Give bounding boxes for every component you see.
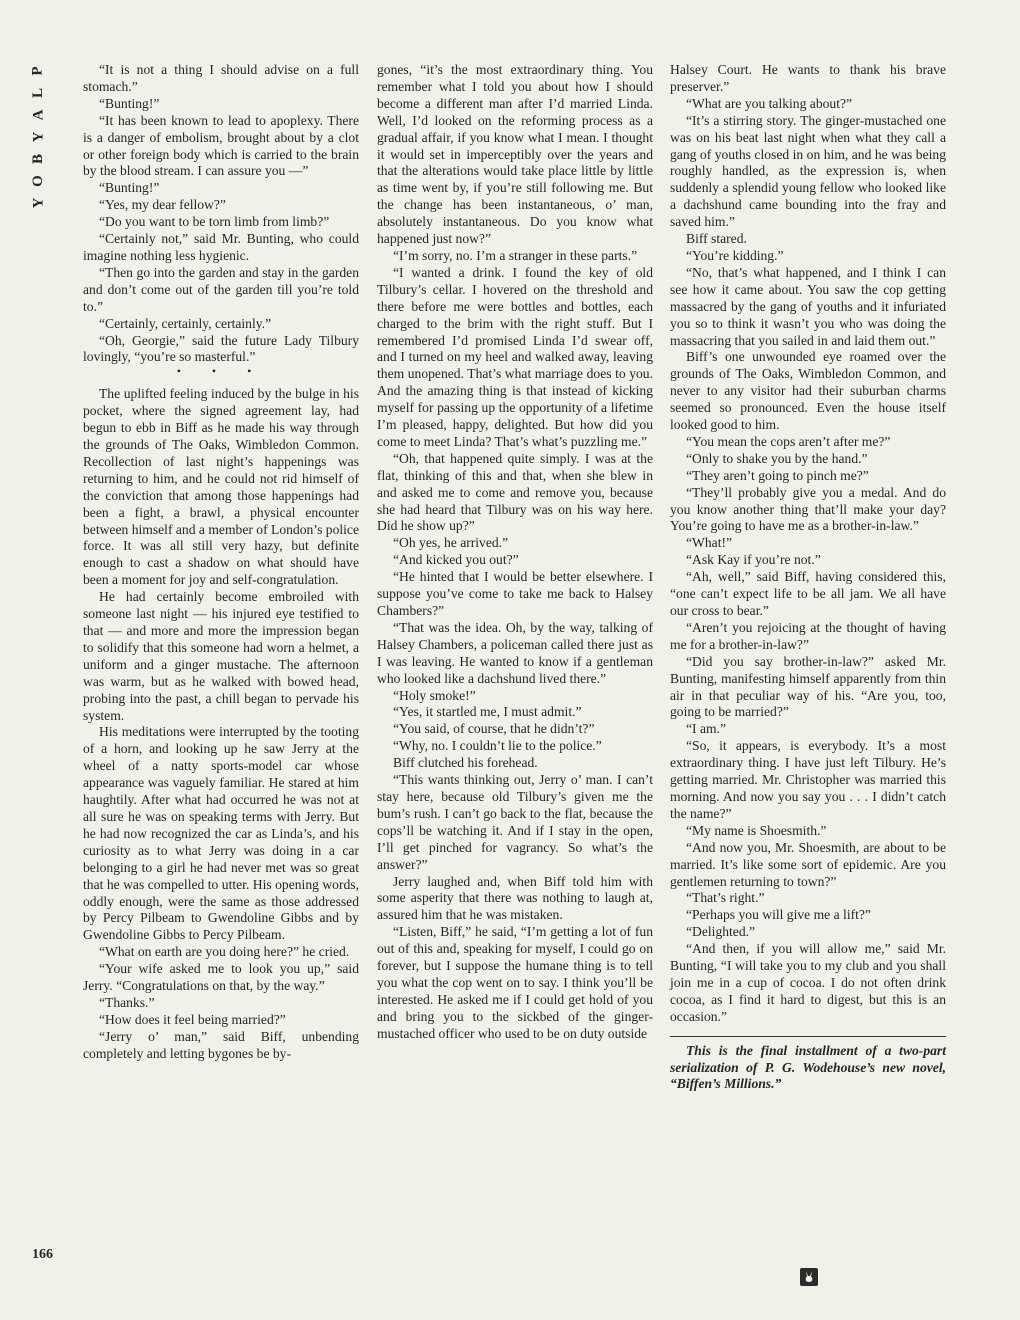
paragraph: “That’s right.”	[686, 890, 765, 906]
text-column-2	[377, 62, 653, 1043]
paragraph: “Thanks.”	[99, 994, 155, 1010]
text-column-1	[83, 62, 359, 1063]
paragraph: “Then go into the garden and stay in the garden and don’t come out of the garden till you’re told to.”	[83, 264, 359, 314]
paragraph: “It’s a stirring story. The ginger-mustached one was on his beat last night when what they call a gang of youths closed in on him, and he was being roughly handled, as the expression is, when suddenly a splendid young fellow who looked like a dachshund came bounding into the fray and saved him.”	[670, 112, 946, 230]
page-number: 166	[32, 1247, 53, 1262]
running-head	[26, 60, 50, 214]
paragraph: “They’ll probably give you a medal. And do you know another thing that’ll make your day? You’re going to have me as a brother-in-law.”	[670, 484, 946, 534]
paragraph: He had certainly become embroiled with someone last night — his injured eye testified to that — and more and more the impression began to solidify that this someone had worn a helmet, a uniform and a ginger mustache. The afternoon was warm, but as he walked with bowed head, probing into the past, a chill began to pervade his system.	[83, 589, 359, 723]
running-head-letter: Y	[30, 197, 46, 209]
paragraph: “He hinted that I would be better elsewhere. I suppose you’ve come to take me back to Halsey Chambers?”	[377, 569, 653, 618]
paragraph: Halsey Court. He wants to thank his brave preserver.”	[670, 62, 946, 94]
paragraph: “What!”	[686, 535, 733, 551]
paragraph: “It has been known to lead to apoplexy. There is a danger of embolism, brought about by a clot or other foreign body which is carried to the brain by the blood stream. I can assure you —”	[83, 112, 359, 179]
paragraph: “Listen, Biff,” he said, “I’m getting a lot of fun out of this and, speaking for myself, I could go on forever, but I suppose the humane thing is to tell you what the cop went on to say. I think you’ll be interested. He asked me if I could get hold of you and bring you to the sickbed of the ginger-mustached officer who used to be on duty outside	[377, 924, 653, 1041]
paragraph: “I wanted a drink. I found the key of old Tilbury’s cellar. I hovered on the threshold and there before me were bottles and bottles, each charged to the brim with the right stuff. But I remembered I’d promised Linda I’d swear off, and I turned on my heel and walked away, leaving them unopened. That’s what marriage does to you. And the amazing thing is that instead of kicking myself for passing up the opportunity of a lifetime I’m pleased, happy, delighted. But how did you come to meet Linda? That’s what’s puzzling me.”	[377, 264, 653, 449]
paragraph: “Ah, well,” said Biff, having considered this, “one can’t expect life to be all jam. We all have our cross to bear.”	[670, 569, 946, 618]
paragraph: “This wants thinking out, Jerry o’ man. I can’t stay here, because old Tilbury’s given me the bum’s rush. I can’t go back to the flat, because the cops’ll be watching it. And if I stay in the open, I’ll get pinched for vagrancy. So what’s the answer?”	[377, 772, 653, 872]
paragraph: “Holy smoke!”	[393, 687, 476, 703]
paragraph: “You mean the cops aren’t after me?”	[686, 433, 891, 449]
paragraph: “Certainly, certainly, certainly.”	[99, 315, 272, 331]
paragraph: “Why, no. I couldn’t lie to the police.”	[393, 738, 602, 754]
running-head-letter: B	[29, 153, 46, 165]
paragraph: “Bunting!”	[99, 95, 160, 111]
paragraph: “Only to shake you by the hand.”	[686, 450, 868, 466]
paragraph: “No, that’s what happened, and I think I can see how it came about. You saw the cop getting massacred by the gang of youths and it infuriated you so to think it wasn’t you who was doing the massacring that you sailed in and laid them out.”	[670, 264, 946, 348]
paragraph: “Oh, that happened quite simply. I was at the flat, thinking of this and that, when she blew in and asked me to come and remove you, because she had heard that Tilbury was on his way here. Did he show up?”	[377, 450, 653, 534]
paragraph: gones, “it’s the most extraordinary thing. You remember what I told you about how I should become a different man after I’d married Linda. Well, I’d looked on the reforming process as a gradual affair, if you know what I mean. I thought it would set in imperceptibly over the years and that the alterations would take place little by little as time went by, if you’re still following me. But the change has been instantaneous, o’ man, absolutely instantaneous. Do you know what happened just now?”	[377, 62, 653, 247]
paragraph: “Bunting!”	[99, 180, 160, 196]
paragraph: “I’m sorry, no. I’m a stranger in these parts.”	[393, 247, 638, 263]
paragraph: “So, it appears, is everybody. It’s a most extraordinary thing. I have just left Tilbury. He’s getting married. Mr. Christopher was married this morning. And now you say you . . . I didn’t catch the name?”	[670, 738, 946, 821]
running-head-letter: P	[29, 66, 46, 76]
serialization-note: This is the final installment of a two-part serialization of P. G. Wodehouse’s new novel, “Biffen’s Millions.”	[670, 1042, 946, 1092]
paragraph: Biff’s one unwounded eye roamed over the grounds of The Oaks, Wimbledon Common, and never to any visitor had their suburban charms seemed so pronounced. Even the house itself looked good to him.	[670, 349, 946, 433]
running-head-letter: A	[30, 109, 46, 121]
paragraph: “Certainly not,” said Mr. Bunting, who could imagine nothing less hygienic.	[83, 231, 359, 263]
paragraph: “Delighted.”	[686, 924, 756, 940]
paragraph: “And now you, Mr. Shoesmith, are about to be married. It’s like some sort of epidemic. Are you gentlemen returning to town?”	[670, 839, 946, 889]
paragraph: “Did you say brother-in-law?” asked Mr. Bunting, manifesting himself apparently from thin air in that peculiar way of his. “Are you, too, going to be married?”	[670, 653, 946, 720]
paragraph: Jerry laughed and, when Biff told him with some asperity that there was nothing to laugh at, assured him that he was mistaken.	[377, 873, 653, 923]
running-head-letter: Y	[30, 131, 46, 143]
paragraph: “You’re kidding.”	[686, 247, 784, 263]
paragraph: “What on earth are you doing here?” he cried.	[99, 944, 350, 960]
paragraph: “My name is Shoesmith.”	[686, 822, 827, 838]
running-head-letter: O	[29, 175, 46, 187]
paragraph: “Your wife asked me to look you up,” said Jerry. “Congratulations on that, by the way.”	[83, 961, 359, 994]
text-column-3	[670, 62, 946, 1093]
paragraph: “What are you talking about?”	[686, 95, 853, 111]
paragraph: “Oh yes, he arrived.”	[393, 535, 509, 551]
paragraph: Biff stared.	[686, 231, 747, 247]
paragraph: “That was the idea. Oh, by the way, talking of Halsey Chambers, a policeman called there just as I was leaving. He wanted to know if a gentleman who looked like a dachshund lived there.”	[377, 619, 653, 686]
divider-rule	[670, 1036, 946, 1037]
paragraph: “Yes, my dear fellow?”	[99, 197, 226, 213]
section-break-ornament: • • •	[176, 364, 266, 379]
paragraph: “Perhaps you will give me a lift?”	[686, 907, 871, 923]
paragraph: “And then, if you will allow me,” said Mr. Bunting, “I will take you to my club and you shall join me in a cup of cocoa. I do not often drink cocoa, as I find it hard to digest, but this is an occasion.”	[670, 941, 946, 1024]
paragraph: “They aren’t going to pinch me?”	[686, 467, 869, 483]
paragraph: “Oh, Georgie,” said the future Lady Tilbury lovingly, “you’re so masterful.”	[83, 332, 359, 365]
paragraph: The uplifted feeling induced by the bulge in his pocket, where the signed agreement lay, had begun to ebb in Biff as he made his way through the grounds of The Oaks, Wimbledon Common. Recollection of last night’s happenings was returning to him, and he could not rid himself of the conviction that among those happenings had been a fight, a brawl, a physical encounter between himself and a member of London’s police force. It was all still very hazy, but definite enough to cast a shadow on what should have been a moment for joy and self-congratulation.	[83, 386, 359, 588]
running-head-letter: L	[29, 87, 46, 99]
paragraph: “Aren’t you rejoicing at the thought of having me for a brother-in-law?”	[670, 619, 946, 652]
paragraph: “It is not a thing I should advise on a full stomach.”	[83, 62, 359, 94]
paragraph: “Yes, it startled me, I must admit.”	[393, 704, 582, 720]
paragraph: His meditations were interrupted by the tooting of a horn, and looking up he saw Jerry at the wheel of a natty sports-model car whose appearance was vaguely familiar. He stared at him haughtily. After what had occurred he was not at all sure he was on speaking terms with Jerry. But he had now recognized the car as Linda’s, and his curiosity as to what Jerry was doing in a car belonging to a girl he had never met was so great that he was compelled to utter. His opening words, oddly enough, were the same as those addressed by Percy Pilbeam to Gwendoline Gibbs and by Gwendoline Gibbs to Percy Pilbeam.	[83, 724, 359, 943]
paragraph: “I am.”	[686, 721, 726, 737]
rabbit-head-icon	[800, 1268, 818, 1286]
paragraph: Biff clutched his forehead.	[393, 755, 538, 771]
paragraph: “How does it feel being married?”	[99, 1011, 286, 1027]
paragraph: “And kicked you out?”	[393, 552, 519, 568]
paragraph: “You said, of course, that he didn’t?”	[393, 721, 595, 737]
paragraph: “Jerry o’ man,” said Biff, unbending completely and letting bygones be by-	[83, 1028, 359, 1061]
paragraph: “Do you want to be torn limb from limb?”	[99, 214, 330, 230]
paragraph: “Ask Kay if you’re not.”	[686, 552, 821, 568]
